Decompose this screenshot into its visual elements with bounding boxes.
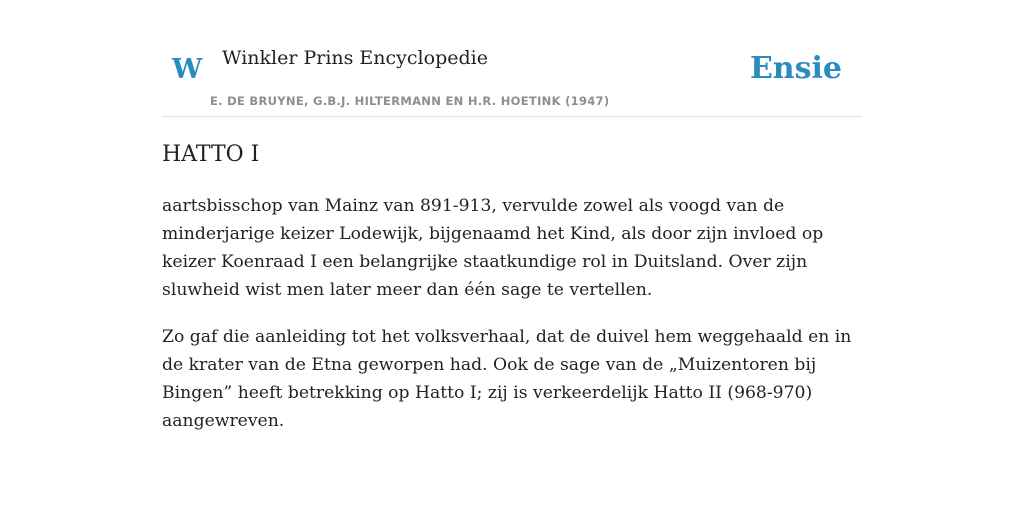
encyclopedia-page [162,0,862,431]
entry-title: HATTO I [162,142,260,167]
source-title[interactable]: Winkler Prins Encyclopedie [222,47,488,69]
source-authors: E. DE BRUYNE, G.B.J. HILTERMANN EN H.R. HOETINK (1947) [210,94,610,108]
entry-body [162,192,862,454]
entry-paragraph: aartsbisschop van Mainz van 891-913, vervulde zowel als voogd van de minderjarige keizer Lodewijk, bijgenaamd het Kind, als door zijn invloed op keizer Koenraad I een belangrijke staatkundige rol in Duitsland. Over zijn sluwheid wist men later meer dan één sage te vertellen. [162,196,824,300]
winkler-prins-logo[interactable]: W [172,54,203,85]
ensie-logo[interactable]: Ensie [749,51,842,86]
source-header [162,0,862,117]
entry-paragraph: Zo gaf die aanleiding tot het volksverhaal, dat de duivel hem weggehaald en in de krater van de Etna geworpen had. Ook de sage van de „Muizentoren bij Bingen” heeft betrekking op Hatto I; zij is verkeerdelijk Hatto II (968-970) aangewreven. [162,327,852,431]
